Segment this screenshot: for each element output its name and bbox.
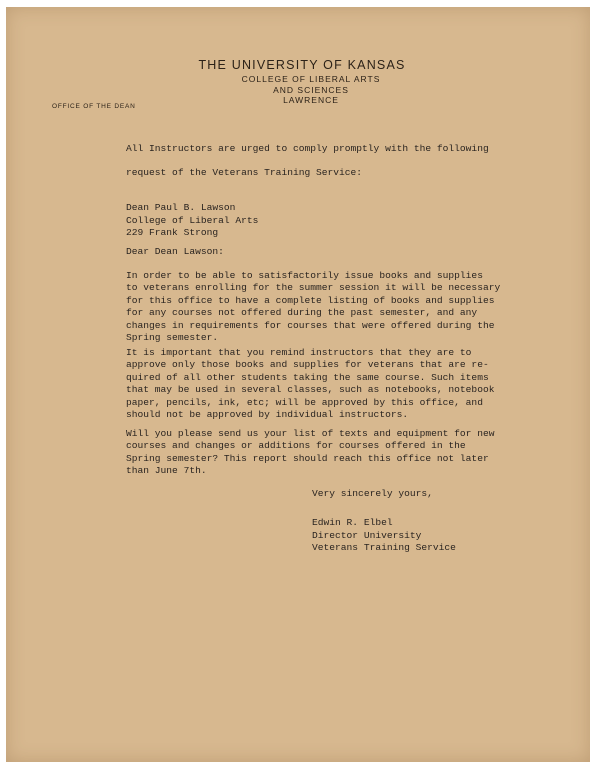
paragraph-line: should not be approved by individual instructors. xyxy=(126,409,409,421)
paragraph-3 xyxy=(126,428,494,478)
paragraph-line: for any courses not offered during the past semester, and any xyxy=(126,307,478,319)
addressee-line: College of Liberal Arts xyxy=(126,214,259,226)
addressee-block xyxy=(126,202,258,240)
letter-page xyxy=(6,7,590,762)
salutation: Dear Dean Lawson: xyxy=(126,246,224,257)
paragraph-2 xyxy=(126,347,494,421)
paragraph-line: In order to be able to satisfactorily issue books and supplies xyxy=(126,270,483,281)
paragraph-line: Spring semester. xyxy=(126,332,219,344)
college-name: COLLEGE OF LIBERAL ARTS xyxy=(241,74,381,84)
paragraph-line: It is important that you remind instructors that they are to xyxy=(126,347,472,358)
signer-title: Director University xyxy=(312,529,422,541)
paragraph-line: quired of all other students taking the same course. Such items xyxy=(126,371,489,383)
signature-block xyxy=(312,517,456,555)
paragraph-line: changes in requirements for courses that were offered during the xyxy=(126,319,495,331)
addressee-line: Dean Paul B. Lawson xyxy=(126,202,236,213)
paragraph-line: Spring semester? This report should reach this office not later xyxy=(126,452,489,464)
paragraph-line: that may be used in several classes, such as notebooks, notebook xyxy=(126,384,495,396)
signer-name: Edwin R. Elbel xyxy=(312,517,393,528)
paragraph-line: paper, pencils, ink, etc; will be approved by this office, and xyxy=(126,396,483,408)
closing: Very sincerely yours, xyxy=(312,488,433,499)
intro-line: All Instructors are urged to comply promptly with the following xyxy=(126,143,489,154)
addressee-line: 229 Frank Strong xyxy=(126,227,219,239)
paragraph-line: to veterans enrolling for the summer session it will be necessary xyxy=(126,282,501,294)
city-name: LAWRENCE xyxy=(283,95,339,105)
letterhead xyxy=(6,58,590,106)
intro-text xyxy=(126,137,489,185)
paragraph-line: than June 7th. xyxy=(126,465,207,477)
paragraph-line: approve only those books and supplies for veterans that are re- xyxy=(126,359,489,371)
paragraph-line: courses and changes or additions for courses offered in the xyxy=(126,440,466,452)
paragraph-1 xyxy=(126,270,500,344)
office-of-the-dean: OFFICE OF THE DEAN xyxy=(52,103,136,110)
college-name-line2: AND SCIENCES xyxy=(273,84,349,95)
paragraph-line: Will you please send us your list of texts and equipment for new xyxy=(126,428,495,439)
university-name: THE UNIVERSITY OF KANSAS xyxy=(198,58,406,72)
intro-line: request of the Veterans Training Service: xyxy=(126,167,363,178)
signer-office: Veterans Training Service xyxy=(312,542,456,554)
paragraph-line: for this office to have a complete listing of books and supplies xyxy=(126,294,495,306)
